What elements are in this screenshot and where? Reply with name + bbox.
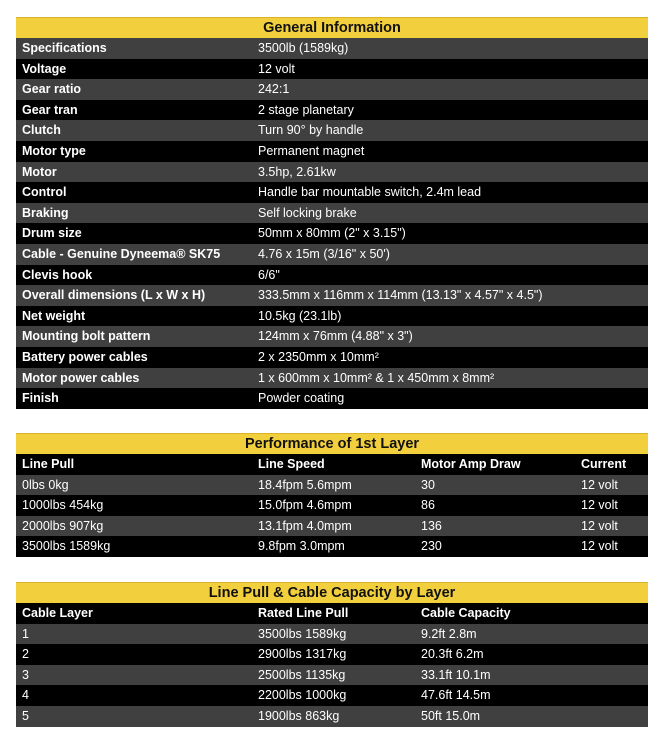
table-cell: 3500lbs 1589kg	[22, 539, 111, 554]
table-cell: 20.3ft 6.2m	[421, 647, 484, 662]
table-row	[16, 326, 648, 347]
capacity-header-row	[16, 603, 648, 624]
performance-header-row	[16, 454, 648, 475]
table-row	[16, 203, 648, 224]
table-row	[16, 120, 648, 141]
spec-label: Clevis hook	[22, 267, 93, 282]
table-row	[16, 141, 648, 162]
spec-label: Control	[22, 185, 67, 200]
column-header: Cable Layer	[22, 606, 93, 620]
spec-value: 333.5mm x 116mm x 114mm (13.13" x 4.57" x 4.5")	[258, 288, 543, 303]
table-cell: 5	[22, 708, 29, 723]
general-information-body	[16, 38, 648, 409]
table-cell: 136	[421, 518, 442, 533]
table-row	[16, 665, 648, 686]
spec-value: 3500lb (1589kg)	[258, 41, 349, 55]
performance-title: Performance of 1st Layer	[16, 433, 648, 454]
table-cell: 12 volt	[581, 518, 618, 533]
spec-label: Finish	[22, 391, 59, 406]
table-row	[16, 38, 648, 59]
table-cell: 1	[22, 626, 29, 641]
spec-value: 10.5kg (23.1lb)	[258, 308, 342, 323]
spec-label: Specifications	[22, 41, 107, 55]
spec-label: Drum size	[22, 226, 82, 241]
spec-value: 3.5hp, 2.61kw	[258, 164, 336, 179]
table-cell: 2000lbs 907kg	[22, 518, 104, 533]
table-row	[16, 223, 648, 244]
table-cell: 0lbs 0kg	[22, 477, 69, 492]
spec-value: 12 volt	[258, 61, 295, 76]
spec-value: Powder coating	[258, 391, 345, 406]
table-cell: 9.8fpm 3.0mpm	[258, 539, 345, 554]
table-cell: 1900lbs 863kg	[258, 708, 340, 723]
table-cell: 12 volt	[581, 539, 618, 554]
spec-value: 4.76 x 15m (3/16" x 50')	[258, 246, 390, 261]
table-cell: 4	[22, 688, 29, 703]
column-header: Current	[581, 457, 627, 471]
spec-value: Self locking brake	[258, 205, 357, 220]
spec-value: 2 stage planetary	[258, 102, 354, 117]
capacity-title: Line Pull & Cable Capacity by Layer	[16, 582, 648, 603]
table-cell: 12 volt	[581, 498, 618, 513]
table-cell: 50ft 15.0m	[421, 708, 481, 723]
capacity-table	[16, 582, 648, 727]
table-row	[16, 685, 648, 706]
table-cell: 2900lbs 1317kg	[258, 647, 347, 662]
table-row	[16, 285, 648, 306]
table-row	[16, 265, 648, 286]
general-information-table	[16, 17, 648, 409]
table-row	[16, 182, 648, 203]
table-row	[16, 624, 648, 645]
table-cell: 2200lbs 1000kg	[258, 688, 347, 703]
spec-value: 50mm x 80mm (2" x 3.15")	[258, 226, 406, 241]
spec-label: Mounting bolt pattern	[22, 329, 151, 344]
table-row	[16, 516, 648, 537]
table-row	[16, 79, 648, 100]
table-cell: 230	[421, 539, 442, 554]
table-row	[16, 100, 648, 121]
performance-table	[16, 433, 648, 557]
table-cell: 47.6ft 14.5m	[421, 688, 491, 703]
column-header: Cable Capacity	[421, 606, 511, 620]
table-row	[16, 475, 648, 496]
table-row	[16, 162, 648, 183]
table-cell: 33.1ft 10.1m	[421, 667, 491, 682]
table-cell: 12 volt	[581, 477, 618, 492]
spec-label: Braking	[22, 205, 69, 220]
table-row	[16, 368, 648, 389]
spec-label: Gear ratio	[22, 82, 82, 97]
spec-label: Clutch	[22, 123, 61, 138]
table-cell: 9.2ft 2.8m	[421, 626, 477, 641]
table-row	[16, 388, 648, 409]
table-cell: 86	[421, 498, 435, 513]
spec-value: 6/6"	[258, 267, 280, 282]
spec-value: 124mm x 76mm (4.88" x 3")	[258, 329, 413, 344]
spec-value: 242:1	[258, 82, 290, 97]
capacity-body	[16, 624, 648, 727]
spec-value: 1 x 600mm x 10mm² & 1 x 450mm x 8mm²	[258, 370, 495, 385]
column-header: Line Speed	[258, 457, 325, 471]
table-cell: 30	[421, 477, 435, 492]
table-row	[16, 59, 648, 80]
table-cell: 3500lbs 1589kg	[258, 626, 347, 641]
spec-label: Voltage	[22, 61, 67, 76]
general-information-title: General Information	[16, 17, 648, 38]
column-header: Rated Line Pull	[258, 606, 349, 620]
spec-label: Gear tran	[22, 102, 78, 117]
table-cell: 2	[22, 647, 29, 662]
table-row	[16, 706, 648, 727]
spec-label: Net weight	[22, 308, 86, 323]
spec-label: Motor type	[22, 143, 86, 158]
table-row	[16, 347, 648, 368]
table-row	[16, 306, 648, 327]
table-cell: 1000lbs 454kg	[22, 498, 104, 513]
table-row	[16, 244, 648, 265]
performance-body	[16, 475, 648, 557]
column-header: Line Pull	[22, 457, 75, 471]
table-cell: 18.4fpm 5.6mpm	[258, 477, 352, 492]
table-cell: 13.1fpm 4.0mpm	[258, 518, 352, 533]
table-cell: 3	[22, 667, 29, 682]
spec-value: 2 x 2350mm x 10mm²	[258, 349, 379, 364]
table-row	[16, 495, 648, 516]
spec-label: Overall dimensions (L x W x H)	[22, 288, 206, 303]
table-cell: 15.0fpm 4.6mpm	[258, 498, 352, 513]
table-row	[16, 536, 648, 557]
spec-label: Battery power cables	[22, 349, 148, 364]
spec-value: Turn 90° by handle	[258, 123, 364, 138]
spec-label: Cable - Genuine Dyneema® SK75	[22, 246, 221, 261]
column-header: Motor Amp Draw	[421, 457, 521, 471]
spec-label: Motor power cables	[22, 370, 140, 385]
spec-value: Handle bar mountable switch, 2.4m lead	[258, 185, 482, 200]
spec-label: Motor	[22, 164, 57, 179]
spec-value: Permanent magnet	[258, 143, 365, 158]
table-cell: 2500lbs 1135kg	[258, 667, 346, 682]
table-row	[16, 644, 648, 665]
